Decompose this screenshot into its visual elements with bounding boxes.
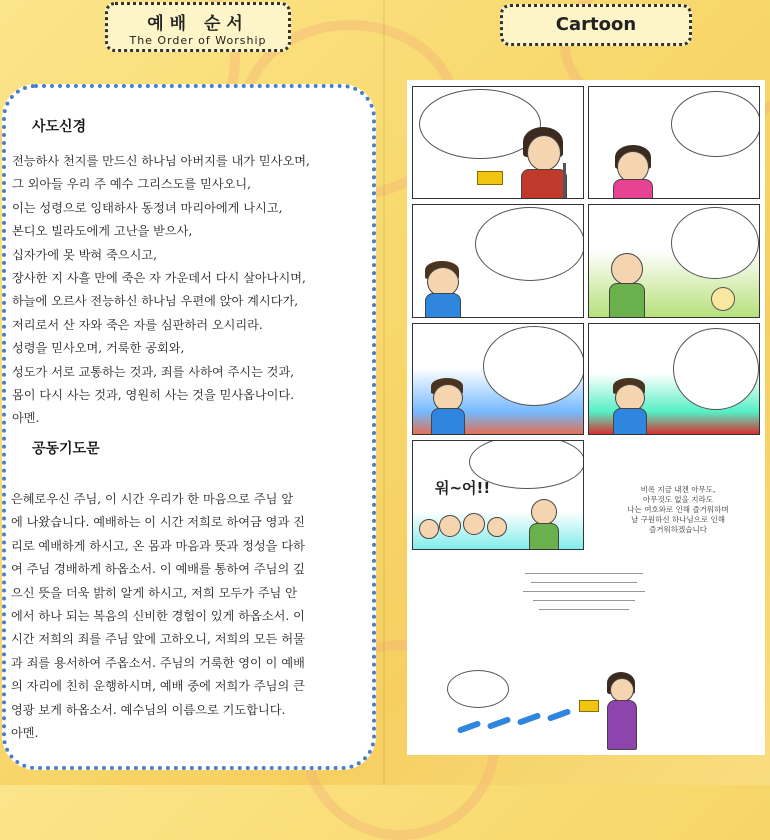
creed-line: 성도가 서로 교통하는 것과, 죄를 사하여 주시는 것과, <box>12 364 295 379</box>
creed-line: 하늘에 오르사 전능하신 하나님 우편에 앉아 계시다가, <box>12 294 299 309</box>
comic-panel <box>412 440 584 550</box>
order-of-worship-label <box>105 2 291 52</box>
creed-line: 그 외아들 우리 주 예수 그리스도를 믿사오니, <box>12 177 252 192</box>
crown-icon <box>579 700 599 712</box>
creed-line: 성령을 믿사오며, 거룩한 공회와, <box>12 341 185 356</box>
character-body <box>607 700 637 750</box>
order-title-korean: 예배 순서 <box>147 14 249 34</box>
prayer-line: 아멘. <box>11 725 39 740</box>
caption-line: 즐거워하겠습니다 <box>649 525 707 534</box>
creed-line: 몸이 다시 사는 것과, 영원히 사는 것을 믿사옵나이다. <box>12 387 295 402</box>
prayer-line: 리로 예배하게 하시고, 온 몸과 마음과 뜻과 정성을 다하 <box>11 538 305 553</box>
prayer-line: 은혜로우신 주님, 이 시간 우리가 한 마음으로 주님 앞 <box>11 492 294 506</box>
worship-text-panel <box>2 84 376 770</box>
prayer-line: 영광 보게 하옵소서. 예수님의 이름으로 기도합니다. <box>11 702 286 717</box>
lying-figure <box>487 716 512 730</box>
character-body <box>431 408 465 435</box>
character-body <box>425 293 461 318</box>
exclamation-text: 워~어!! <box>435 479 491 497</box>
character-head <box>463 513 485 535</box>
caption-line: 비록 지금 내겐 아무도, <box>640 485 716 494</box>
character-body <box>613 179 653 199</box>
speech-bubble <box>483 326 584 406</box>
character-head <box>611 253 643 285</box>
cartoon-label: Cartoon <box>500 4 692 46</box>
scripture-block <box>519 565 649 629</box>
speech-bubble <box>447 670 509 708</box>
comic-panel <box>412 86 584 199</box>
character-body <box>609 283 645 318</box>
caption-line: 아무것도 없을 지라도 <box>643 495 713 504</box>
creed-text <box>12 150 372 431</box>
speech-bubble <box>475 207 584 281</box>
creed-title: 사도신경 <box>32 119 87 135</box>
prayer-line: 과 죄를 용서하여 주옵소서. 주님의 거룩한 영이 이 예배 <box>11 655 305 670</box>
caption-line: 나는 여호와로 인해 즐거워하며 <box>627 505 729 514</box>
prayer-line: 여 주님 경배하게 하옵소서. 이 예배를 통하여 주님의 깊 <box>11 562 305 577</box>
lying-figure <box>517 712 542 726</box>
clock-icon <box>711 287 735 311</box>
character-head <box>419 519 439 539</box>
prayer-line: 에 나왔습니다. 예배하는 이 시간 저희로 하여금 영과 진 <box>11 515 305 530</box>
microphone-icon <box>563 163 566 199</box>
prayer-title: 공동기도문 <box>32 441 100 457</box>
comic-panel <box>588 204 760 318</box>
character-head <box>487 517 507 537</box>
creed-line: 전능하사 천지를 만드신 하나님 아버지를 내가 믿사오며, <box>12 154 310 168</box>
comic-panel <box>412 323 584 435</box>
character-head <box>531 499 557 525</box>
page-fold <box>383 0 385 785</box>
character-body <box>529 523 559 550</box>
comic-panel <box>588 86 760 199</box>
creed-line: 저리로서 산 자와 죽은 자를 심판하러 오시리라. <box>12 317 263 332</box>
character-body <box>613 408 647 435</box>
speech-bubble <box>673 328 759 410</box>
character-head <box>527 135 561 171</box>
comic-panel <box>588 323 760 435</box>
lying-figure <box>547 708 572 722</box>
creed-line: 십자가에 못 박혀 죽으시고, <box>12 247 158 262</box>
creed-line: 이는 성령으로 잉태하사 동정녀 마리아에게 나시고, <box>12 200 283 215</box>
character-head <box>610 678 634 702</box>
comic-strip <box>407 80 765 755</box>
cartoon-caption <box>603 485 753 535</box>
character-body <box>521 169 567 199</box>
creed-line: 아멘. <box>12 411 40 426</box>
bottom-illustration <box>447 670 747 750</box>
prayer-line: 시간 저희의 죄를 주님 앞에 고하오니, 저희의 모든 허물 <box>11 632 305 647</box>
prayer-line: 에서 하나 되는 복음의 신비한 경험이 있게 하옵소서. 이 <box>11 608 305 623</box>
prayer-text <box>11 488 371 745</box>
creed-line: 장사한 지 사흘 만에 죽은 자 가운데서 다시 살아나시며, <box>12 270 306 285</box>
speech-bubble <box>671 91 760 157</box>
speech-bubble <box>671 207 759 279</box>
prayer-line: 의 자리에 친히 운행하시며, 예배 중에 저희가 주님의 큰 <box>11 679 305 694</box>
order-title-english: The Order of Worship <box>129 34 267 47</box>
creed-line: 본디오 빌라도에게 고난을 받으사, <box>12 224 193 239</box>
prayer-line: 으신 뜻을 더욱 밝히 알게 하시고, 저희 모두가 주님 안 <box>11 585 297 600</box>
comic-panel <box>412 204 584 318</box>
crown-icon <box>477 171 503 185</box>
caption-line: 날 구원하신 하나님으로 인해 <box>630 515 726 524</box>
character-head <box>439 515 461 537</box>
lying-figure <box>457 720 482 734</box>
